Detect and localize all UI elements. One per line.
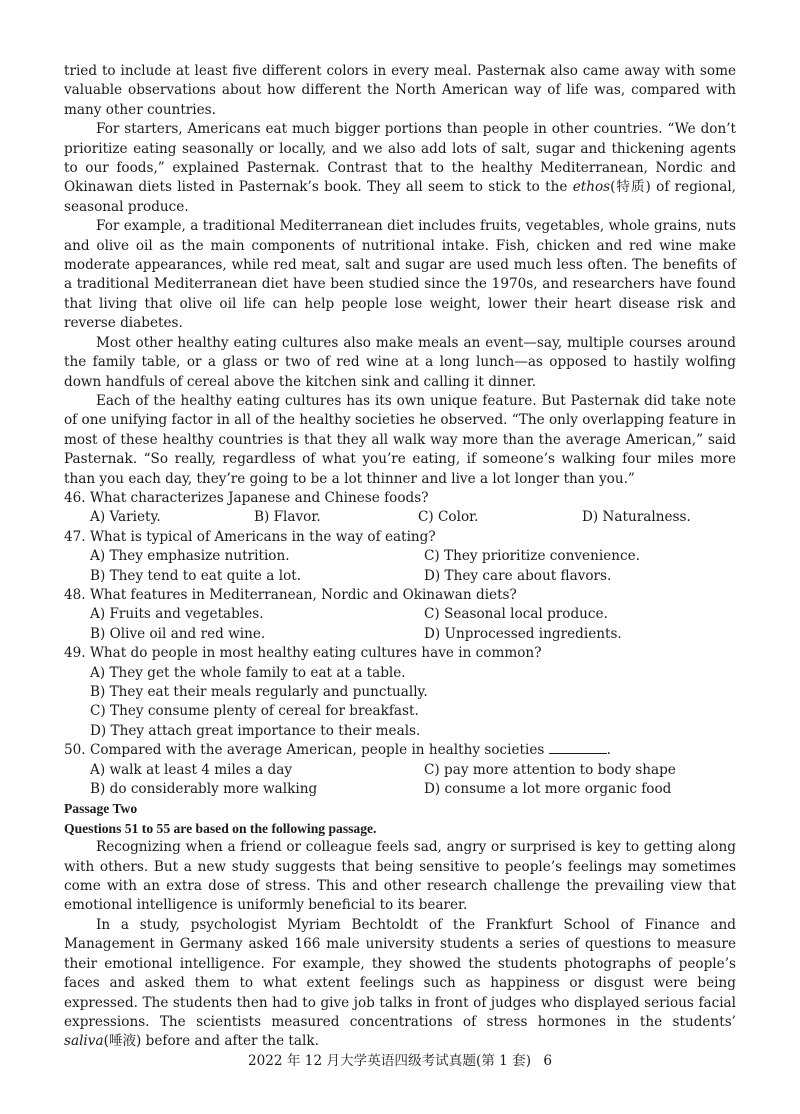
passage-paragraph: tried to include at least five different colors in every meal. Pasternak also came away with some valuable observations about how different the North American way of life was, compared with many other countries. [64,63,736,118]
option-b[interactable]: B) They eat their meals regularly and punctually. [90,684,428,700]
option-c[interactable]: C) They prioritize convenience. [424,548,640,565]
option-c[interactable]: C) Color. [418,509,479,526]
option-b[interactable]: B) They tend to eat quite a lot. [90,567,302,584]
question-48 [64,586,736,644]
footer-title: 2022 年 12 月大学英语四级考试真题(第 1 套) [247,1053,532,1069]
question-stem: 50. Compared with the average American, people in healthy societies . [64,742,611,759]
page-footer [0,1049,800,1069]
option-b[interactable]: B) Olive oil and red wine. [90,625,266,642]
option-a[interactable]: A) Variety. [90,509,161,526]
option-c[interactable]: C) Seasonal local produce. [424,606,608,623]
passage-paragraph: For starters, Americans eat much bigger portions than people in other countries. “We don’t prioritize eating seasonally or locally, and we also add lots of salt, sugar and thickening agents to our foods,” explained Pasternak. Contrast that to the healthy Mediterranean, Nordic and Okinawan diets listed in Pasternak’s book. They all seem to stick to the ethos(特质) of regional, seasonal produce. [64,121,736,215]
option-a[interactable]: A) They get the whole family to eat at a table. [90,664,406,681]
option-d[interactable]: D) Unprocessed ingredients. [424,625,622,642]
page-number: 6 [543,1053,553,1069]
option-c[interactable]: C) pay more attention to body shape [424,761,676,778]
option-d[interactable]: D) They attach great importance to their meals. [90,722,421,739]
question-49 [64,644,736,741]
passage-paragraph: Recognizing when a friend or colleague feels sad, angry or surprised is key to getting along with others. But a new study suggests that being sensitive to people’s feelings may sometimes come with an extra dose of stress. This and other research challenge the prevailing view that emotional intelligence is uniformly beneficial to its bearer. [64,839,736,914]
question-stem: 47. What is typical of Americans in the way of eating? [64,528,436,545]
option-d[interactable]: D) consume a lot more organic food [424,781,672,798]
question-50 [64,741,736,799]
passage-heading: Passage Two [64,801,138,817]
question-46 [64,489,736,528]
option-a[interactable]: A) They emphasize nutrition. [90,548,290,565]
option-c[interactable]: C) They consume plenty of cereal for breakfast. [90,703,419,720]
option-a[interactable]: A) walk at least 4 miles a day [90,761,293,778]
passage-paragraph: Each of the healthy eating cultures has its own unique feature. But Pasternak did take note of one unifying factor in all of the healthy societies he observed. “The only overlapping feature in most of these healthy countries is that they all walk way more than the average American,” said Pasternak. “So really, regardless of what you’re eating, if someone’s walking four miles more than you each day, they’re going to be a lot thinner and live a lot longer than you.” [64,392,736,487]
option-b[interactable]: B) do considerably more walking [90,781,318,798]
option-b[interactable]: B) Flavor. [254,509,321,526]
passage-instruction: Questions 51 to 55 are based on the following passage. [64,820,377,836]
question-stem: 49. What do people in most healthy eating cultures have in common? [64,645,542,662]
question-47 [64,528,736,586]
option-d[interactable]: D) They care about flavors. [424,567,612,584]
question-stem: 48. What features in Mediterranean, Nordic and Okinawan diets? [64,586,517,603]
passage-paragraph: For example, a traditional Mediterranean diet includes fruits, vegetables, whole grains, nuts and olive oil as the main components of nutritional intake. Fish, chicken and red wine make moderate appearances, while red meat, salt and sugar are used much less often. The benefits of a traditional Mediterranean diet have been studied since the 1970s, and researchers have found that living that olive oil life can help people lose weight, lower their heart disease risk and reverse diabetes. [64,218,736,332]
answer-blank[interactable] [549,741,607,754]
passage-paragraph: In a study, psychologist Myriam Bechtoldt of the Frankfurt School of Finance and Management in Germany asked 166 male university students a series of questions to measure their emotional intelligence. For example, they showed the students photographs of people’s faces and asked them to what extent feelings such as happiness or disgust were being expressed. The students then had to give job talks in front of judges who displayed serious facial expressions. The scientists measured concentrations of stress hormones in the students’ saliva(唾液) before and after the talk. [64,916,736,1050]
option-a[interactable]: A) Fruits and vegetables. [90,606,264,623]
passage-paragraph: Most other healthy eating cultures also make meals an event—say, multiple courses around the family table, or a glass or two of red wine at a long lunch—as opposed to hastily wolfing down handfuls of cereal above the kitchen sink and calling it dinner. [64,334,736,390]
question-stem: 46. What characterizes Japanese and Chinese foods? [64,489,429,506]
option-d[interactable]: D) Naturalness. [582,509,691,526]
